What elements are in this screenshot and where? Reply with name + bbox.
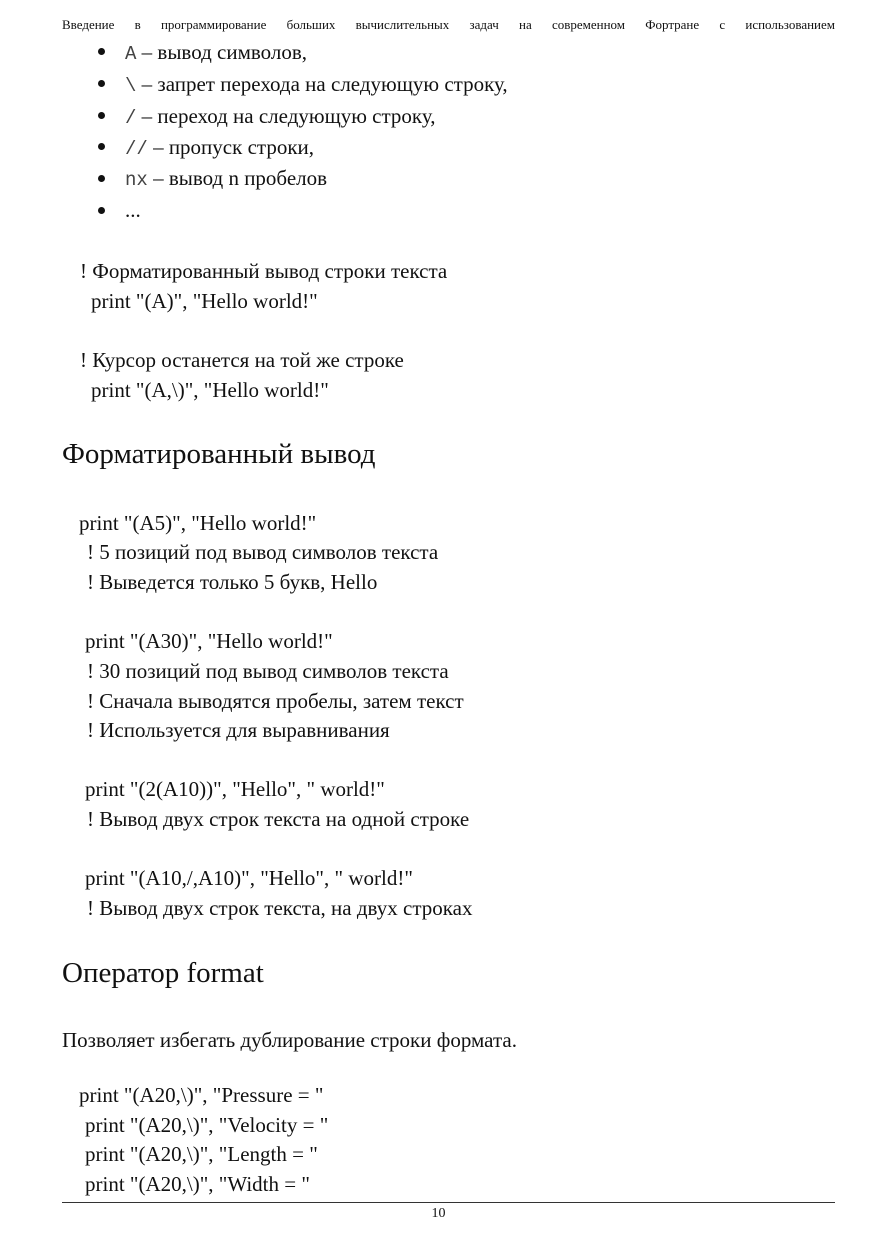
format-code: A: [125, 43, 137, 65]
page-number: 10: [431, 1206, 446, 1221]
format-code: /: [125, 107, 137, 129]
bullet-dot-icon: [98, 112, 105, 119]
bullet-dot-icon: [98, 48, 105, 55]
code-line: print "(A20,\)", "Width = ": [85, 1172, 310, 1196]
list-item-text: – запрет перехода на следующую строку,: [136, 72, 508, 96]
footer-divider: [62, 1202, 835, 1203]
code-comment: ! Сначала выводятся пробелы, затем текст: [87, 689, 464, 713]
list-item: [125, 198, 141, 223]
format-code: //: [125, 138, 148, 160]
code-line: print "(A20,\)", "Length = ": [85, 1142, 318, 1166]
list-item-text: – вывод символов,: [136, 40, 308, 64]
code-line: print "(2(A10))", "Hello", " world!": [85, 777, 385, 801]
list-item: [125, 104, 435, 129]
format-code: \: [125, 75, 137, 97]
list-item: [125, 135, 314, 160]
code-line: print "(A30)", "Hello world!": [85, 629, 333, 653]
paragraph: Позволяет избегать дублирование строки формата.: [62, 1028, 517, 1052]
code-comment: ! Используется для выравнивания: [87, 718, 390, 742]
code-line: print "(A,\)", "Hello world!": [91, 378, 329, 402]
code-comment: ! Курсор останется на той же строке: [80, 348, 404, 372]
code-comment: ! Выведется только 5 букв, Hello: [87, 570, 378, 594]
section-heading: Оператор format: [62, 957, 264, 989]
code-comment: ! 30 позиций под вывод символов текста: [87, 659, 449, 683]
list-item: [125, 40, 307, 65]
code-comment: ! Вывод двух строк текста на одной строке: [87, 807, 470, 831]
code-line: print "(A10,/,A10)", "Hello", " world!": [85, 866, 413, 890]
code-line: print "(A5)", "Hello world!": [79, 511, 317, 535]
list-item-text: – переход на следующую строку,: [136, 104, 436, 128]
bullet-dot-icon: [98, 80, 105, 87]
code-line: print "(A20,\)", "Velocity = ": [85, 1113, 329, 1137]
code-line: print "(A20,\)", "Pressure = ": [79, 1083, 324, 1107]
bullet-dot-icon: [98, 207, 105, 214]
code-comment: ! Вывод двух строк текста, на двух строках: [87, 896, 473, 920]
code-line: print "(A)", "Hello world!": [91, 289, 318, 313]
section-heading: Форматированный вывод: [62, 438, 376, 470]
list-item-text: – вывод n пробелов: [147, 166, 328, 190]
list-item: [125, 166, 327, 191]
list-item-text: ...: [125, 198, 141, 222]
format-code: nx: [125, 169, 148, 191]
running-header: Введение в программирование больших вычислительных задач на современном Фортране с использованием: [62, 17, 835, 32]
bullet-dot-icon: [98, 175, 105, 182]
code-comment: ! 5 позиций под вывод символов текста: [87, 540, 439, 564]
code-comment: ! Форматированный вывод строки текста: [80, 259, 448, 283]
list-item-text: – пропуск строки,: [147, 135, 315, 159]
bullet-dot-icon: [98, 143, 105, 150]
list-item: [125, 72, 508, 97]
